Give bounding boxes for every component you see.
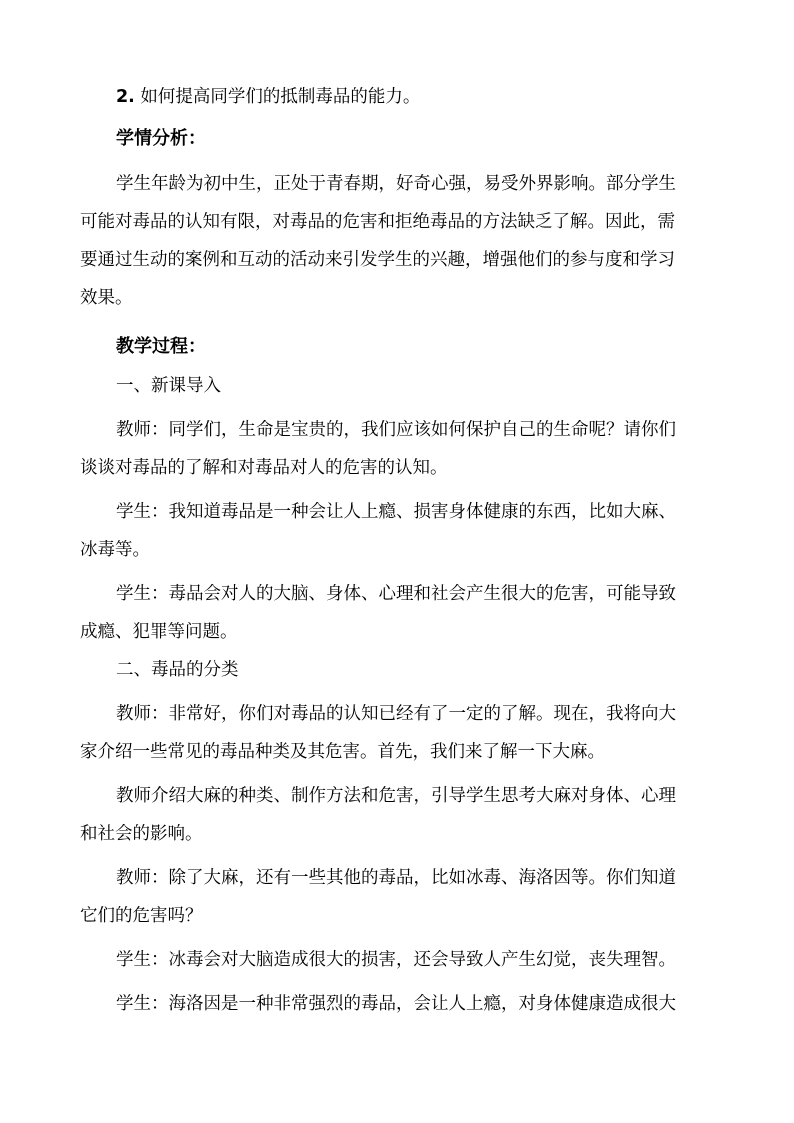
paragraph-line: 家介绍一些常见的毒品种类及其危害。首先，我们来了解一下大麻。 <box>80 742 605 762</box>
dialogue-paragraph <box>80 575 720 651</box>
paragraph-line: 学生：海洛因是一种非常强烈的毒品，会让人上瘾，对身体健康造成很大 <box>116 994 676 1014</box>
paragraph-line: 教师：除了大麻，还有一些其他的毒品，比如冰毒、海洛因等。你们知道 <box>116 868 676 888</box>
paragraph-line: 教师：同学们，生命是宝贵的，我们应该如何保护自己的生命呢？请你们 <box>116 420 676 440</box>
paragraph-line: 效果。 <box>80 288 133 308</box>
paragraph-line: 学生：我知道毒品是一种会让人上瘾、损害身体健康的东西，比如大麻、 <box>116 502 676 522</box>
paragraph-line: 可能对毒品的认知有限，对毒品的危害和拒绝毒品的方法缺乏了解。因此，需 <box>80 212 675 232</box>
dialogue-paragraph <box>80 411 720 487</box>
paragraph-line: 冰毒等。 <box>80 540 150 560</box>
paragraph-line: 学生：毒品会对人的大脑、身体、心理和社会产生很大的危害，可能导致 <box>116 584 676 604</box>
paragraph-line: 和社会的影响。 <box>80 824 203 844</box>
dialogue-paragraph <box>80 695 720 771</box>
objective-item-number: 2. <box>116 87 135 107</box>
paragraph-line: 教师：非常好，你们对毒品的认知已经有了一定的了解。现在，我将向大 <box>116 704 676 724</box>
dialogue-paragraph <box>80 777 720 853</box>
dialogue-paragraph <box>80 493 720 569</box>
situation-paragraph <box>80 165 720 317</box>
section-title-intro: 一、新课导入 <box>116 376 221 396</box>
paragraph-line: 谈谈对毒品的了解和对毒品对人的危害的认知。 <box>80 458 448 478</box>
paragraph-line: 学生：冰毒会对大脑造成很大的损害，还会导致人产生幻觉，丧失理智。 <box>116 950 676 970</box>
paragraph-line: 成瘾、犯罪等问题。 <box>80 622 238 642</box>
process-heading: 教学过程： <box>116 336 206 357</box>
situation-heading: 学情分析： <box>116 128 206 149</box>
objective-item-text: 如何提高同学们的抵制毒品的能力。 <box>140 87 421 107</box>
objective-item-2 <box>80 78 720 116</box>
paragraph-line: 学生年龄为初中生，正处于青春期，好奇心强，易受外界影响。部分学生 <box>116 174 676 194</box>
dialogue-paragraph <box>80 985 720 1023</box>
paragraph-line: 要通过生动的案例和互动的活动来引发学生的兴趣，增强他们的参与度和学习 <box>80 250 675 270</box>
paragraph-line: 它们的危害吗？ <box>80 906 203 926</box>
paragraph-line: 教师介绍大麻的种类、制作方法和危害，引导学生思考大麻对身体、心理 <box>116 786 676 806</box>
section-title-classification: 二、毒品的分类 <box>116 660 239 680</box>
dialogue-paragraph <box>80 859 720 935</box>
document-body <box>80 78 720 1023</box>
dialogue-paragraph <box>80 941 720 979</box>
